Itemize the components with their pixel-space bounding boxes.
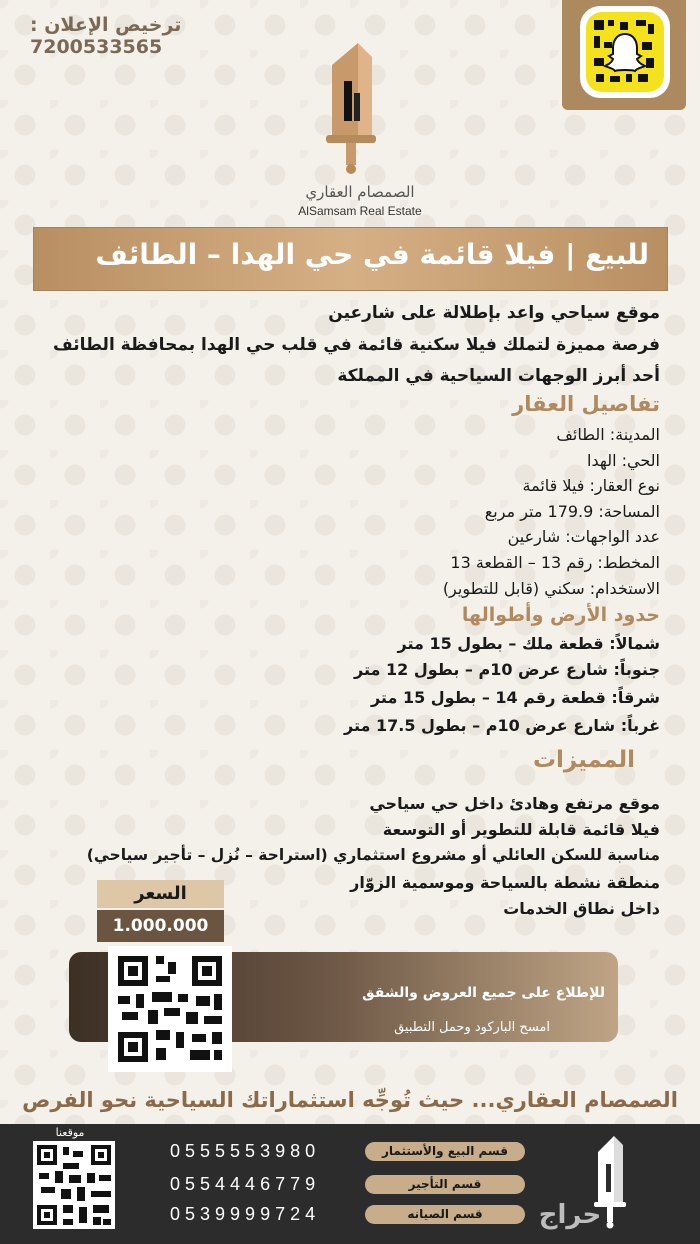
detail-facades: عدد الواجهات: شارعين [507,527,660,546]
app-banner-title: للإطلاع على جميع العروض والشقق [362,985,605,1001]
location-label: موقعنا [55,1126,85,1139]
bounds-heading: حدود الأرض وأطوالها [461,604,660,626]
slogan: الصمصام العقاري... حيث تُوجِّه استثماراتك السياحية نحو الفرص [22,1088,678,1112]
price-value: 1.000.000 [97,910,224,942]
intro-line-1: موقع سياحي واعد بإطلالة على شارعين [328,303,660,323]
phone-sales[interactable]: 0555553980 [170,1141,321,1161]
feature-1: موقع مرتفع وهادئ داخل حي سياحي [369,794,660,813]
intro-line-3: أحد أبرز الوجهات السياحية في المملكة [337,366,660,386]
phone-rent[interactable]: 0554446779 [170,1174,321,1194]
bound-east: شرقاً: قطعة رقم 14 – بطول 15 متر [370,688,660,707]
feature-5: داخل نطاق الخدمات [503,899,660,918]
dept-sales-pill: قسم البيع والأستثمار [365,1142,525,1161]
haraj-watermark: حراج [538,1200,602,1230]
feature-4: منطقة نشطة بالسياحة وموسمية الزوّار [350,873,660,892]
snapcode-frame [580,6,670,98]
detail-usage: الاستخدام: سكني (قابل للتطوير) [442,579,660,598]
bound-west: غرباً: شارع عرض 10م – بطول 17.5 متر [344,716,660,735]
app-banner-subtitle: امسح الباركود وحمل التطبيق [394,1020,550,1035]
license-number: ترخيص الإعلان : 7200533565 [30,14,182,58]
listing-title: للبيع | فيلا قائمة في حي الهدا – الطائف [95,238,649,271]
intro-line-2: فرصة مميزة لتملك فيلا سكنية قائمة في قلب حي الهدا بمحافظة الطائف [52,335,660,355]
brand-name-english: AlSamsam Real Estate [298,204,422,218]
dept-rent-pill: قسم التأجير [365,1175,525,1194]
detail-city: المدينة: الطائف [556,425,660,444]
location-qr-code[interactable] [33,1141,115,1229]
detail-district: الحي: الهدا [587,451,660,470]
detail-plan: المخطط: رقم 13 – القطعة 13 [450,553,660,572]
phone-maintenance[interactable]: 0539999724 [170,1204,321,1224]
details-heading: تفاصيل العقار [512,392,660,416]
feature-3: مناسبة للسكن العائلي أو مشروع استثماري (استراحة – نُزل – تأجير سياحي) [86,846,660,864]
bound-north: شمالاً: قطعة ملك – بطول 15 متر [397,634,660,653]
feature-2: فيلا قائمة قابلة للتطوير أو التوسعة [382,820,660,839]
app-qr-code[interactable] [108,946,232,1072]
snapcode-badge[interactable] [562,0,686,110]
title-banner [33,227,668,291]
dept-maintenance-pill: قسم الصيانه [365,1205,525,1224]
company-logo-icon [318,35,384,175]
brand-name-arabic: الصمصام العقاري [305,183,415,201]
bound-south: جنوباً: شارع عرض 10م – بطول 12 متر [354,660,660,679]
detail-type: نوع العقار: فيلا قائمة [522,476,660,495]
features-heading: المميزات [532,747,635,773]
price-label: السعر [97,880,224,908]
detail-area: المساحة: 179.9 متر مربع [484,502,660,521]
snapcode-icon [586,12,664,92]
